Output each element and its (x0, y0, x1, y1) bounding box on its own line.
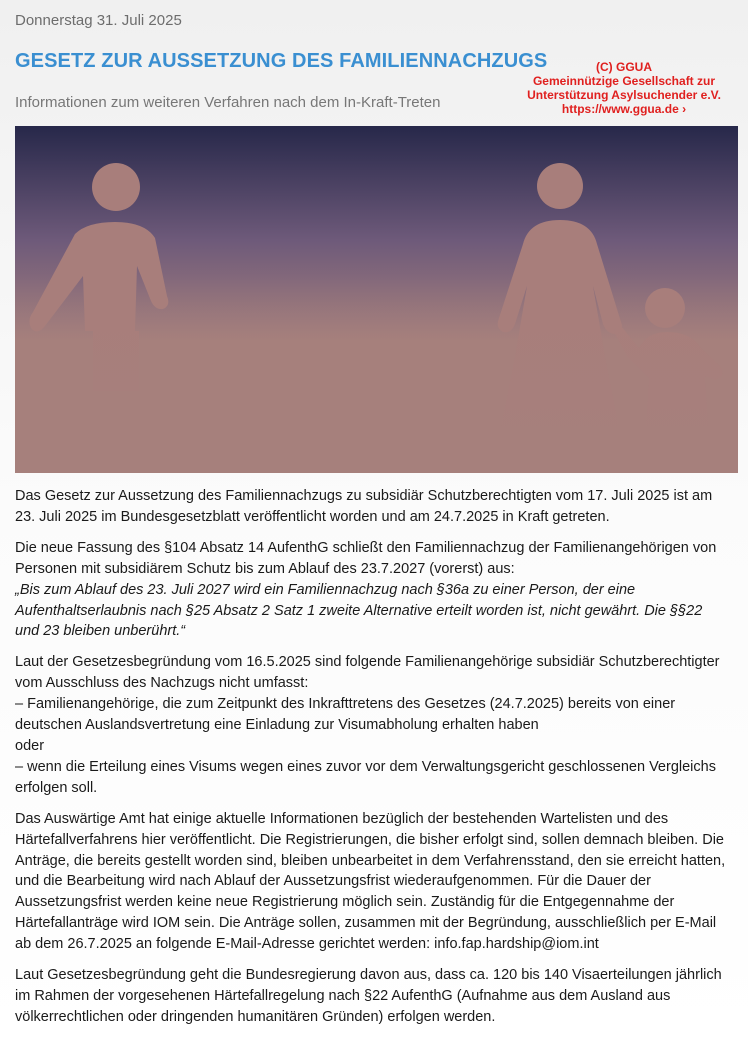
exceptions-or: oder (15, 737, 45, 754)
family-illustration (15, 126, 738, 473)
paragraph-law-publication: Das Gesetz zur Aussetzung des Familiennachzugs zu subsidiär Schutzberechtigten vom 17. Juli 2025 ist am 23. Juli 2025 im Bundesgesetzblatt veröffentlicht worden und am 24.7.2025 in Kraft getreten. (15, 488, 713, 525)
paragraph-exceptions (15, 652, 727, 798)
copyright-notice (500, 60, 748, 116)
organization-name-line2: Unterstützung Asylsuchender e.V. (527, 88, 721, 102)
exception-item-2: – wenn die Erteilung eines Visums wegen eines zuvor vor dem Verwaltungsgericht geschlossenen Vergleichs erfolgen soll. (15, 758, 716, 796)
exception-item-1: – Familienangehörige, die zum Zeitpunkt des Inkrafttretens des Gesetzes (24.7.2025) bereits von einer deutschen Auslandsvertretung eine Einladung zur Visumabholung erhalten haben (15, 696, 676, 734)
publish-date: Donnerstag 31. Juli 2025 (15, 12, 182, 29)
copyright-label: (C) GGUA (596, 60, 652, 74)
hero-fog-overlay (15, 276, 738, 473)
article-subtitle: Informationen zum weiteren Verfahren nach dem In-Kraft-Treten (15, 94, 441, 111)
paragraph-new-version (15, 538, 727, 643)
hero-image (15, 126, 738, 473)
article-body (15, 486, 727, 1038)
exceptions-intro: Laut der Gesetzesbegründung vom 16.5.2025 sind folgende Familienangehörige subsidiär Schutzberechtigter vom Ausschluss des Nachzugs nicht umfasst: (15, 654, 720, 692)
organization-link[interactable]: https://www.ggua.de › (561, 102, 687, 116)
legal-quote: „Bis zum Ablauf des 23. Juli 2027 wird ein Familiennachzug nach §36a zu einer Person, der eine Aufenthaltserlaubnis nach §25 Absatz 2 Satz 1 zweite Alternative erteilt worden ist, nicht gewährt. Die §§22 und 23 bleiben unberührt.“ (15, 581, 703, 640)
paragraph-new-version-intro: Die neue Fassung des §104 Absatz 14 AufenthG schließt den Familiennachzug der Familienangehörigen von Personen mit subsidiärem Schutz bis zum Ablauf des 23.7.2027 (vorerst) aus: (15, 539, 717, 577)
paragraph-foreign-office: Das Auswärtige Amt hat einige aktuelle Informationen bezüglich der bestehenden Wartelisten und des Härtefallverfahrens hier veröffentlicht. Die Registrierungen, die bisher erfolgt sind, sollen demnach bleiben. Die Anträge, die bereits gestellt worden sind, bleiben unbearbeitet in dem Verfahrensstand, den sie erreicht hatten, und die Bearbeitung wird nach Ablauf der Aussetzungsfrist wiederaufgenommen. Für die Dauer der Aussetzungsfrist werden keine neue Registrierung möglich sein. Zuständig für die Entgegennahme der Härtefallanträge wird IOM sein. Die Anträge sollen, zusammen mit der Begründung, ausschließlich per E-Mail ab dem 26.7.2025 an folgende E-Mail-Adresse gerichtet werden: info.fap.hardship@iom.int (15, 810, 726, 953)
paragraph-visa-estimate: Laut Gesetzesbegründung geht die Bundesregierung davon aus, dass ca. 120 bis 140 Visaerteilungen jährlich im Rahmen der vorgesehenen Härtefallregelung nach §22 AufenthG (Aufnahme aus dem Ausland aus völkerrechtlichen oder dringenden humanitären Gründen) erfolgen werden. (15, 967, 722, 1025)
article-title: GESETZ ZUR AUSSETZUNG DES FAMILIENNACHZUGS (15, 50, 548, 72)
organization-name-line1: Gemeinnützige Gesellschaft zur (532, 74, 716, 88)
